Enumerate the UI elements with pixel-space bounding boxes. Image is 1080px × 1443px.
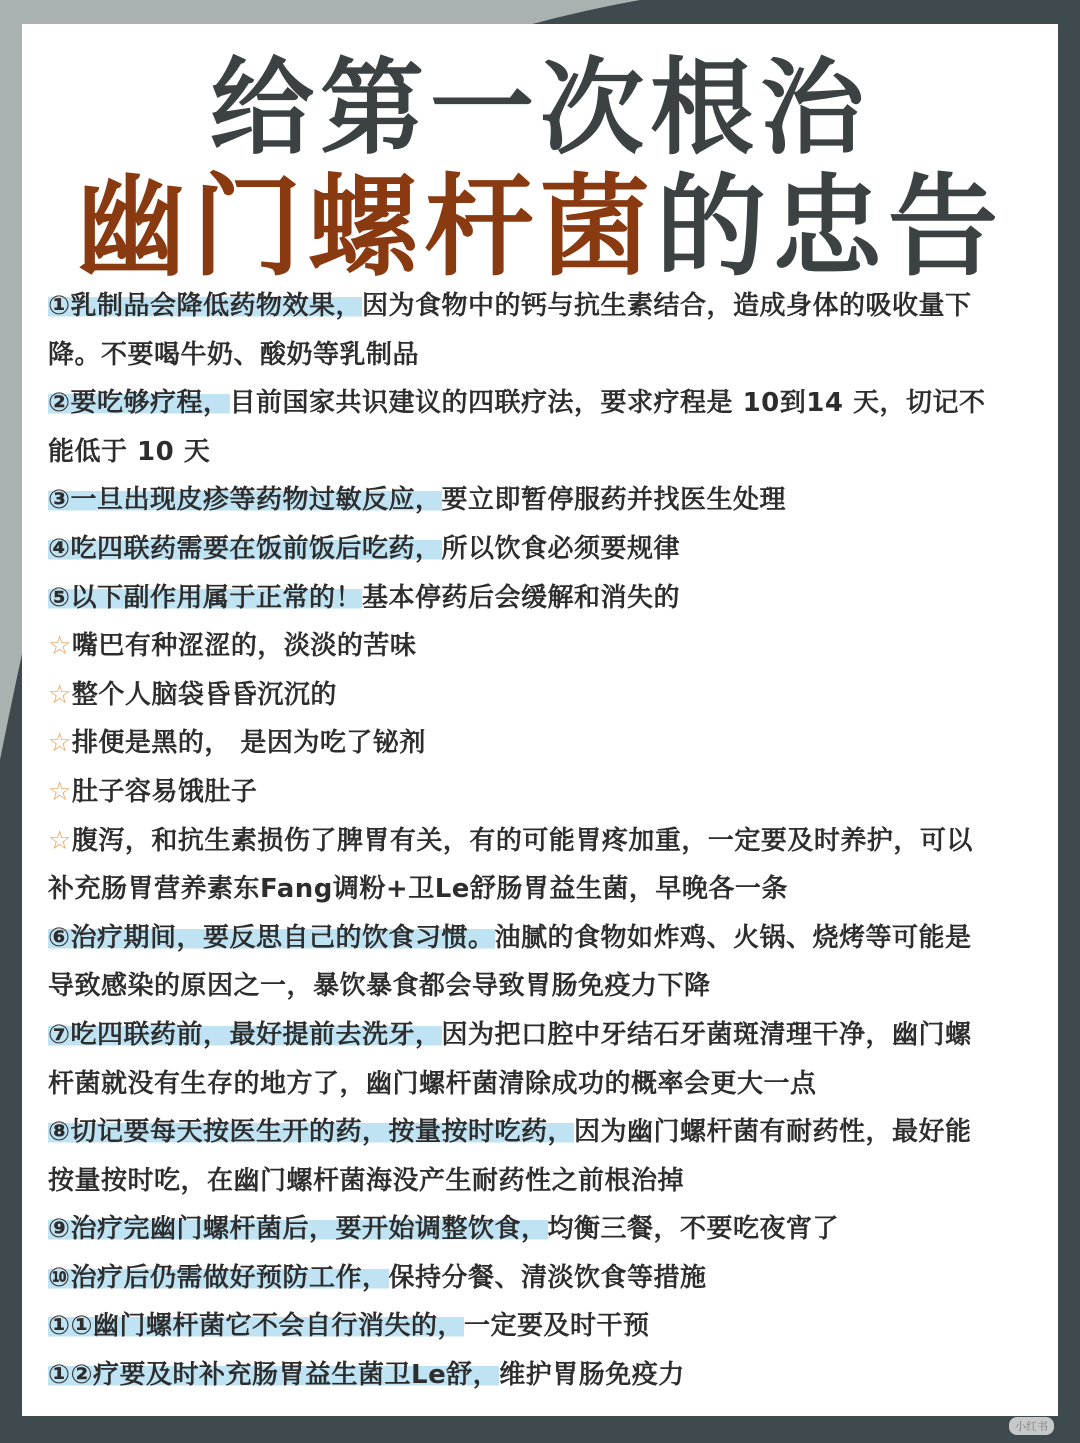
advice-line	[48, 865, 1028, 914]
highlighted-text: ⑧切记要每天按医生开的药，按量按时吃药，	[48, 1117, 575, 1148]
line-text: 一定要及时干预	[464, 1311, 650, 1342]
line-text: 基本停药后会缓解和消失的	[362, 582, 681, 613]
line-text: 降。不要喝牛奶、酸奶等乳制品	[48, 339, 420, 370]
advice-line	[48, 817, 1028, 866]
highlighted-text: ⑦吃四联药前，最好提前去洗牙，	[48, 1019, 442, 1050]
line-text: 因为食物中的钙与抗生素结合，造成身体的吸收量下	[362, 291, 972, 321]
advice-list	[48, 282, 1028, 1400]
advice-line	[48, 476, 1028, 525]
line-text: 保持分餐、清淡饮食等措施	[388, 1262, 707, 1293]
line-text: 排便是黑的， 是因为吃了铋剂	[71, 728, 426, 759]
advice-line	[48, 331, 1028, 380]
line-text: 补充肠胃营养素东Fang调粉+卫Le舒肠胃益生菌，早晚各一条	[48, 874, 788, 905]
highlighted-text: ②要吃够疗程，	[48, 388, 230, 419]
advice-line	[48, 1254, 1028, 1303]
star-icon: ☆	[48, 631, 72, 662]
title-accent-text: 幽门螺杆菌	[76, 163, 656, 291]
highlighted-text: ③一旦出现皮疹等药物过敏反应，	[48, 485, 442, 516]
star-icon: ☆	[48, 776, 72, 807]
advice-line	[48, 914, 1028, 963]
advice-line	[48, 671, 1028, 720]
line-text: 嘴巴有种涩涩的，淡淡的苦味	[71, 631, 417, 662]
line-text: 因为幽门螺杆菌有耐药性，最好能	[574, 1117, 972, 1148]
advice-line	[48, 1108, 1028, 1157]
advice-line	[48, 1011, 1028, 1060]
page-title-line1: 给第一次根治	[209, 47, 870, 169]
star-icon: ☆	[48, 679, 72, 710]
advice-line	[48, 622, 1028, 671]
highlighted-text: ⑤以下副作用属于正常的！	[48, 582, 363, 613]
highlighted-text: ①②疗要及时补充肠胃益生菌卫Le舒，	[48, 1360, 500, 1391]
line-text: 目前国家共识建议的四联疗法，要求疗程是 10到14 天，切记不	[229, 388, 986, 419]
highlighted-text: ④吃四联药需要在饭前饭后吃药，	[48, 533, 442, 564]
line-text: 按量按时吃，在幽门螺杆菌海没产生耐药性之前根治掉	[48, 1165, 685, 1196]
highlighted-text: ⑥治疗期间，要反思自己的饮食习惯。	[48, 922, 495, 953]
line-text: 均衡三餐，不要吃夜宵了	[547, 1214, 840, 1245]
highlighted-text: ①乳制品会降低药物效果，	[48, 291, 363, 321]
line-text: 腹泻，和抗生素损伤了脾胃有关，有的可能胃疼加重，一定要及时养护，可以	[71, 825, 973, 856]
advice-line	[48, 379, 1028, 428]
line-text: 杆菌就没有生存的地方了，幽门螺杆菌清除成功的概率会更大一点	[48, 1068, 817, 1099]
line-text: 肚子容易饿肚子	[71, 776, 258, 807]
advice-line	[48, 282, 1028, 331]
advice-line	[48, 1351, 1028, 1400]
highlighted-text: ⑨治疗完幽门螺杆菌后，要开始调整饮食，	[48, 1214, 548, 1245]
advice-line	[48, 962, 1028, 1011]
advice-line	[48, 719, 1028, 768]
advice-line	[48, 1205, 1028, 1254]
line-text: 所以饮食必须要规律	[441, 533, 681, 564]
advice-line	[48, 1157, 1028, 1206]
line-text: 导致感染的原因之一，暴饮暴食都会导致胃肠免疫力下降	[48, 971, 711, 1002]
advice-line	[48, 768, 1028, 817]
line-text: 能低于 10 天	[48, 436, 211, 467]
line-text: 因为把口腔中牙结石牙菌斑清理干净，幽门螺	[441, 1019, 972, 1050]
highlighted-text: ①①幽门螺杆菌它不会自行消失的，	[48, 1311, 465, 1342]
advice-line	[48, 428, 1028, 477]
watermark: 小红书	[1009, 1417, 1054, 1435]
line-text: 维护胃肠免疫力	[499, 1360, 685, 1391]
line-text: 要立即暂停服药并找医生处理	[441, 485, 787, 516]
advice-line	[48, 574, 1028, 623]
advice-line	[48, 1060, 1028, 1109]
highlighted-text: ⑩治疗后仍需做好预防工作，	[48, 1262, 389, 1293]
title-rest-text: 的忠告	[656, 163, 1004, 291]
line-text: 油腻的食物如炸鸡、火锅、烧烤等可能是	[494, 922, 972, 953]
page-title-line2	[0, 163, 1080, 291]
advice-line	[48, 525, 1028, 574]
star-icon: ☆	[48, 728, 72, 759]
advice-line	[48, 1302, 1028, 1351]
line-text: 整个人脑袋昏昏沉沉的	[71, 679, 337, 710]
star-icon: ☆	[48, 825, 72, 856]
